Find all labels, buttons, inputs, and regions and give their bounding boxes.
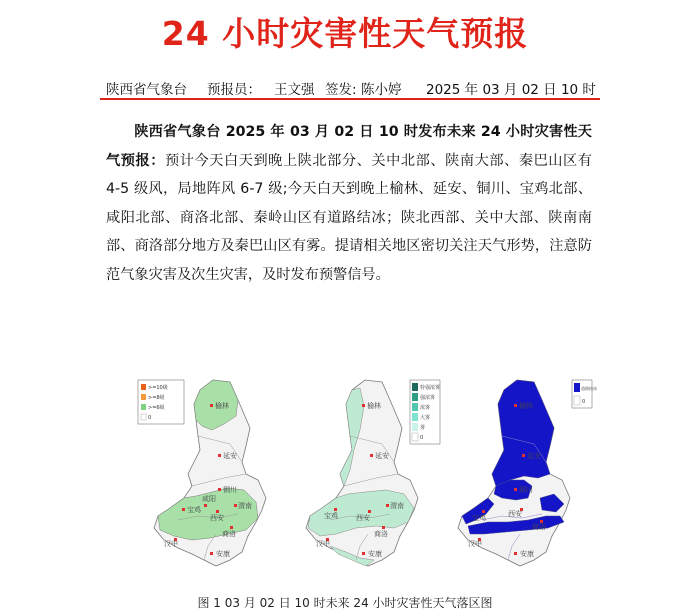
city-marker xyxy=(368,510,371,513)
issue-datetime: 2025 年 03 月 02 日 10 时 xyxy=(426,82,596,98)
legend-swatch xyxy=(141,414,146,420)
road-icing-legend xyxy=(572,380,597,408)
city-label: 榆林 xyxy=(367,402,381,410)
city-label: 西安 xyxy=(210,514,224,522)
legend-label: 大雾 xyxy=(420,415,431,421)
city-marker xyxy=(204,504,207,507)
legend-label: 0 xyxy=(420,435,424,441)
legend-swatch xyxy=(141,394,146,400)
city-marker xyxy=(362,404,365,407)
legend-label: 0 xyxy=(582,399,586,405)
fog-legend xyxy=(410,380,440,444)
city-label: 商洛 xyxy=(374,530,388,538)
legend-label: >=10级 xyxy=(148,385,168,391)
legend-swatch xyxy=(574,383,580,392)
city-marker xyxy=(482,510,485,513)
city-label: 宝鸡 xyxy=(187,506,201,514)
city-marker xyxy=(514,404,517,407)
forecast-lead: 陕西省气象台 2025 年 03 月 02 日 10 时发布未来 24 小时灾害性天气预报： xyxy=(106,124,592,169)
city-label: 安康 xyxy=(216,550,230,558)
city-marker xyxy=(386,504,389,507)
city-label: 西安 xyxy=(508,510,522,518)
city-label: 延安 xyxy=(527,452,541,460)
legend-swatch xyxy=(412,383,418,391)
forecaster-label: 预报员： xyxy=(207,82,261,98)
legend-swatch xyxy=(412,403,418,411)
city-label: 渭南 xyxy=(390,502,404,510)
city-label: 榆林 xyxy=(215,402,229,410)
city-marker xyxy=(210,404,213,407)
legend-label: >=6级 xyxy=(148,405,165,411)
city-label: 咸阳 xyxy=(202,495,216,503)
legend-swatch xyxy=(141,384,146,390)
city-marker xyxy=(182,508,185,511)
city-label: 汉中 xyxy=(164,540,178,548)
legend-label: 特强浓雾 xyxy=(420,385,441,391)
wind-legend xyxy=(138,380,184,424)
city-label: 安康 xyxy=(368,550,382,558)
legend-label: 强浓雾 xyxy=(420,395,436,401)
city-label: 汉中 xyxy=(316,540,330,548)
city-label: 商洛 xyxy=(532,523,546,531)
city-label: 延安 xyxy=(375,452,389,460)
city-marker xyxy=(218,454,221,457)
city-marker xyxy=(362,552,365,555)
city-marker xyxy=(382,526,385,529)
issuer-label: 签发: xyxy=(325,82,357,98)
city-marker xyxy=(514,552,517,555)
city-label: 渭南 xyxy=(238,502,252,510)
legend-label: 0 xyxy=(148,415,152,421)
figure-caption: 图 1 03 月 02 日 10 时未来 24 小时灾害性天气落区图 xyxy=(197,596,493,610)
hazard-maps xyxy=(138,370,597,588)
city-marker xyxy=(522,454,525,457)
city-marker xyxy=(514,488,517,491)
city-marker xyxy=(210,552,213,555)
forecast-paragraph xyxy=(106,118,592,289)
city-label: 安康 xyxy=(520,550,534,558)
city-label: 宝鸡 xyxy=(324,512,338,520)
forecast-body: 预计今天白天到晚上陕北部分、关中北部、陕南大部、秦巴山区有 4-5 级风，局地阵风 6-7 级;今天白天到晚上榆林、延安、铜川、宝鸡北部、咸阳北部、商洛北部、秦岭山区有道路结冰；陕北西部、关中大部、陕南南部、商洛部分地方及秦巴山区有雾。提请相关地区密切关注天气形势，注意防范气象灾害及次生灾害，及时发布预警信号。 xyxy=(106,152,592,283)
legend-label: >=8级 xyxy=(148,395,165,401)
legend-swatch xyxy=(412,393,418,401)
legend-label: 道路结冰 xyxy=(581,386,597,391)
legend-swatch xyxy=(141,404,146,410)
fog-map xyxy=(290,370,440,588)
city-label: 铜川 xyxy=(223,486,237,494)
forecaster-name: 王文强 xyxy=(274,82,315,98)
legend-swatch xyxy=(574,396,580,405)
legend-label: 雾 xyxy=(420,425,426,431)
city-marker xyxy=(234,504,237,507)
legend-swatch xyxy=(412,433,418,441)
city-label: 宝鸡 xyxy=(472,514,486,522)
issuance-info xyxy=(106,78,596,98)
city-label: 榆林 xyxy=(519,402,533,410)
city-label: 商洛 xyxy=(222,530,236,538)
road-icing-map xyxy=(442,370,597,588)
city-label: 铜川 xyxy=(519,486,533,494)
page-title: 24 小时灾害性天气预报 xyxy=(161,14,529,53)
header-divider xyxy=(100,98,600,100)
legend-label: 浓雾 xyxy=(420,405,431,411)
city-marker xyxy=(334,508,337,511)
legend-swatch xyxy=(412,413,418,421)
city-marker xyxy=(370,454,373,457)
wind-map xyxy=(138,370,288,588)
city-marker xyxy=(218,488,221,491)
city-label: 西安 xyxy=(356,514,370,522)
city-label: 汉中 xyxy=(468,540,482,548)
city-marker xyxy=(230,526,233,529)
agency-name: 陕西省气象台 xyxy=(106,82,187,98)
issuer-name: 陈小婷 xyxy=(361,82,402,98)
city-marker xyxy=(216,510,219,513)
legend-swatch xyxy=(412,423,418,431)
city-label: 延安 xyxy=(223,452,237,460)
